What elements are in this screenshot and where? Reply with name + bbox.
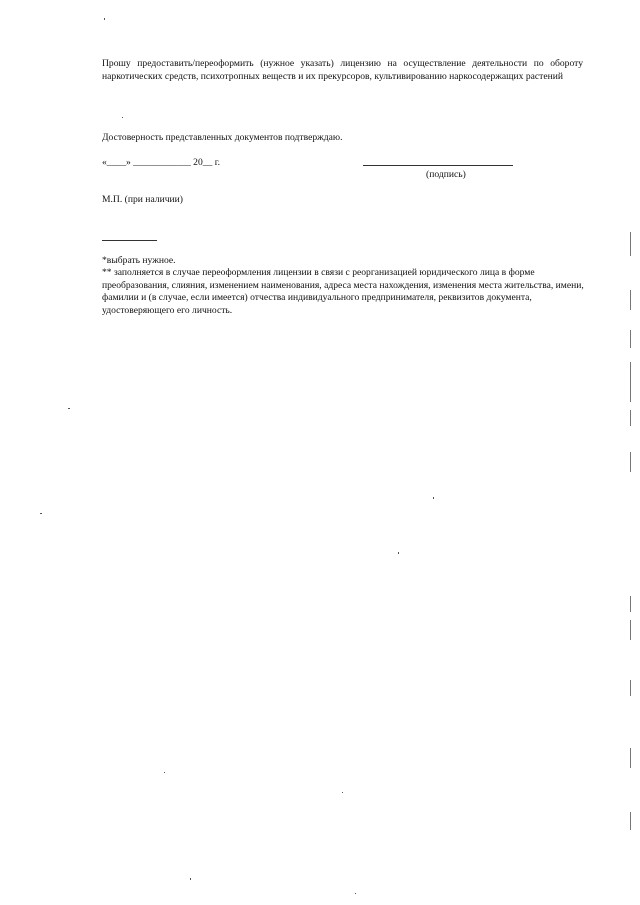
scan-speck [342,792,343,793]
footnote-1: *выбрать нужное. [102,255,176,266]
scan-edge-mark [630,748,631,768]
scan-edge-mark [630,620,631,640]
date-field: «____» ____________ 20__ г. [102,157,220,168]
stamp-placeholder: М.П. (при наличии) [102,194,183,205]
scan-speck [398,552,399,554]
signature-caption: (подпись) [426,169,466,180]
scan-edge-mark [630,410,631,426]
license-request-paragraph: Прошу предоставить/переоформить (нужное указать) лицензию на осуществление деятельности по обороту наркотических средств, психотропных веществ и их прекурсоров, культивированию наркосодержащих растений [102,58,583,82]
scan-edge-mark [630,812,631,830]
scan-edge-mark [630,290,631,310]
scan-speck [40,513,42,514]
scan-edge-mark [630,680,631,696]
scan-speck [190,878,191,880]
confirmation-statement: Достоверность представленных документов подтверждаю. [102,132,343,143]
signature-line [363,165,513,166]
footnote-divider [102,240,157,241]
scan-speck [433,497,434,499]
scan-edge-mark [630,362,631,402]
scan-edge-mark [630,232,631,256]
scan-speck [68,408,70,409]
scan-speck [355,893,356,894]
footnote-2: ** заполняется в случае переоформления лицензии в связи с реорганизацией юридического лица в форме преобразования, слияния, изменением наименования, адреса места нахождения, изменения места жительства, имени, фамилии и (в случае, если имеется) отчества индивидуального предпринимателя, реквизитов документа, удостоверяющего его личность. [102,267,584,316]
scan-speck [104,18,105,20]
scan-edge-mark [630,452,631,472]
scan-edge-mark [630,330,631,348]
scan-edge-mark [630,596,631,612]
scan-speck [122,117,123,118]
scan-speck [164,772,165,773]
